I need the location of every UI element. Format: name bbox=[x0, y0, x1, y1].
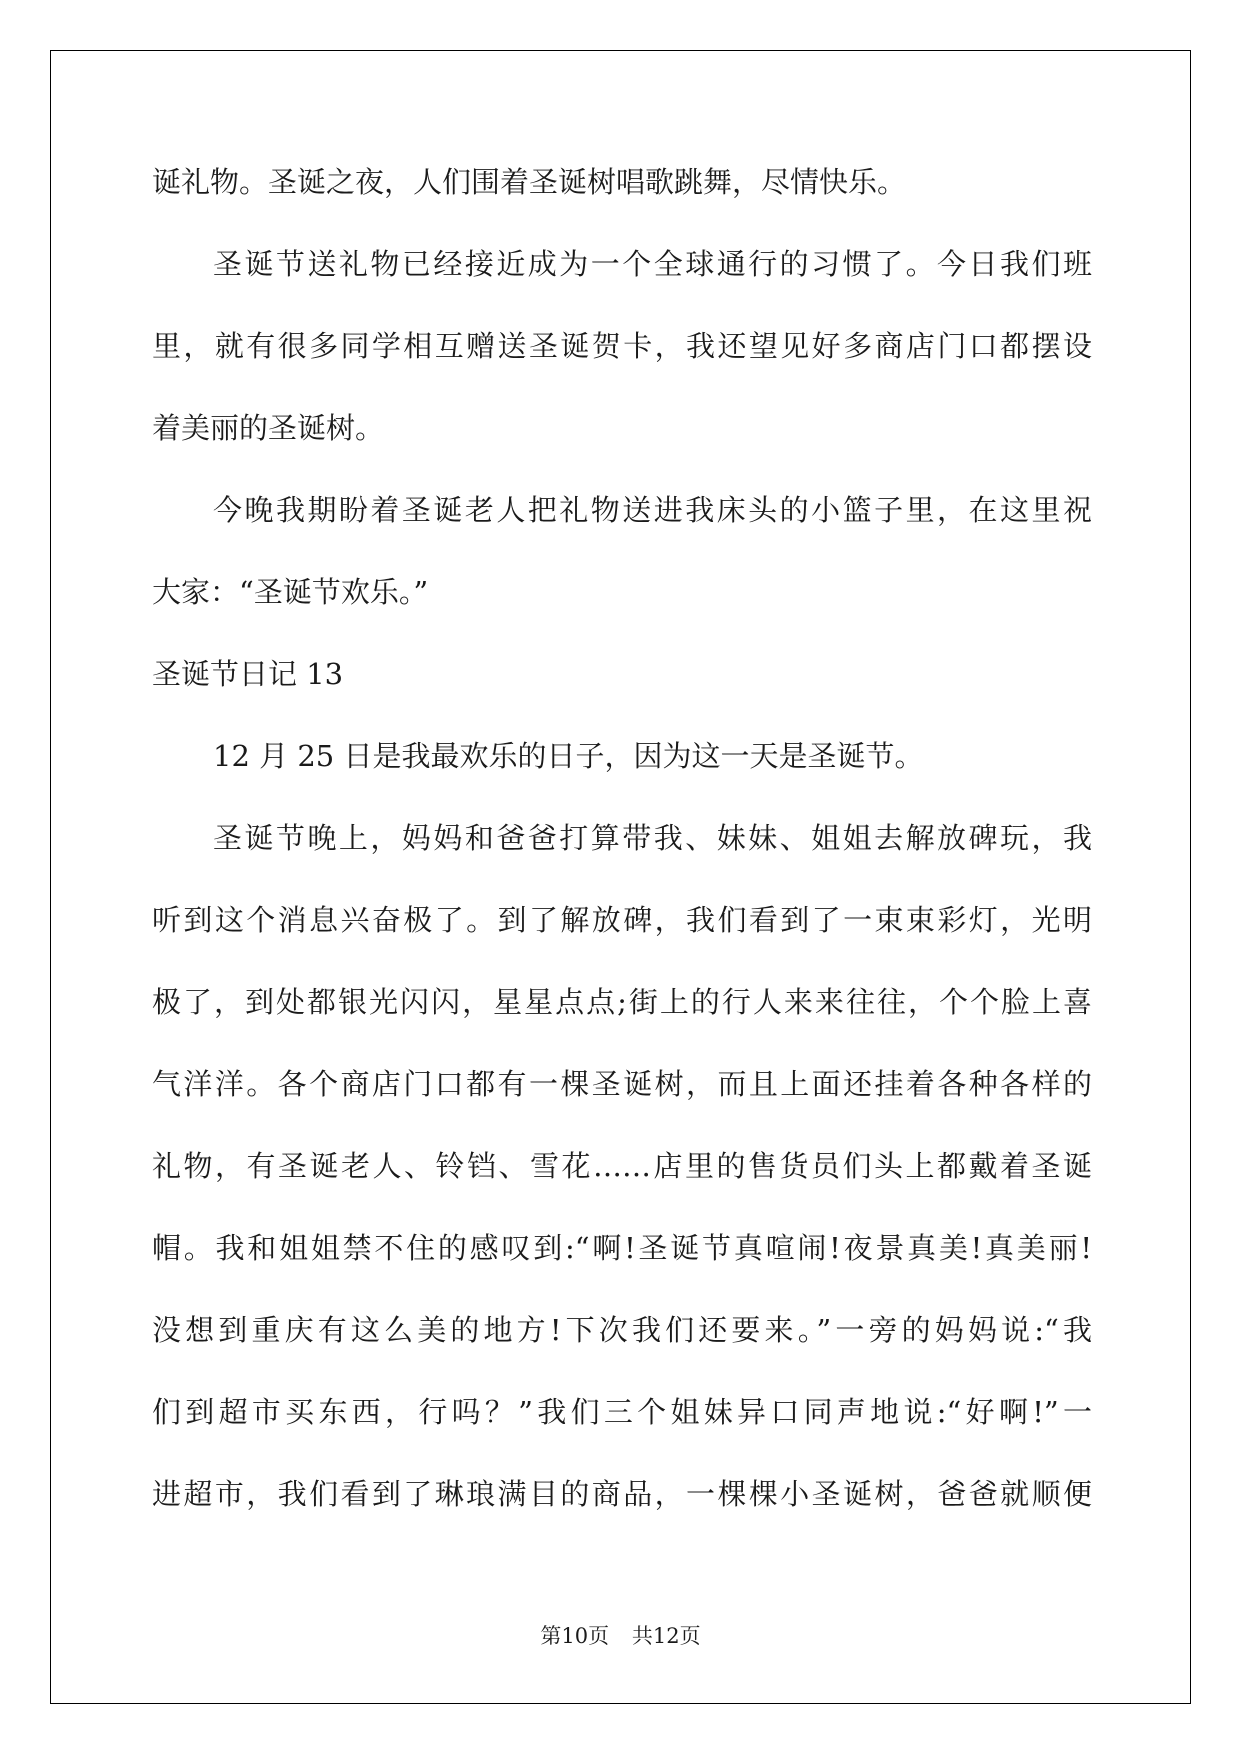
text-line: 帽。我和姐姐禁不住的感叹到:“啊!圣诞节真喧闹!夜景真美!真美丽! bbox=[152, 1231, 1092, 1265]
text-line: 圣诞节晚上，妈妈和爸爸打算带我、妹妹、姐姐去解放碑玩，我 bbox=[213, 821, 1092, 855]
text-line: 今晚我期盼着圣诞老人把礼物送进我床头的小篮子里，在这里祝 bbox=[213, 493, 1092, 527]
text-line: 进超市，我们看到了琳琅满目的商品，一棵棵小圣诞树，爸爸就顺便 bbox=[152, 1477, 1092, 1511]
section-heading: 圣诞节日记 13 bbox=[152, 657, 344, 691]
text-line: 大家：“圣诞节欢乐。” bbox=[152, 575, 429, 609]
page-number: 第10页 bbox=[540, 1624, 610, 1648]
text-line: 礼物，有圣诞老人、铃铛、雪花……店里的售货员们头上都戴着圣诞 bbox=[152, 1149, 1092, 1183]
text-line: 极了，到处都银光闪闪，星星点点;街上的行人来来往往，个个脸上喜 bbox=[152, 985, 1092, 1019]
text-line: 着美丽的圣诞树。 bbox=[152, 411, 385, 445]
text-line: 圣诞节送礼物已经接近成为一个全球通行的习惯了。今日我们班 bbox=[213, 247, 1092, 281]
text-line: 气洋洋。各个商店门口都有一棵圣诞树，而且上面还挂着各种各样的 bbox=[152, 1067, 1092, 1101]
text-line: 听到这个消息兴奋极了。到了解放碑，我们看到了一束束彩灯，光明 bbox=[152, 903, 1092, 937]
text-line: 12 月 25 日是我最欢乐的日子，因为这一天是圣诞节。 bbox=[213, 739, 924, 773]
total-pages: 共12页 bbox=[631, 1624, 701, 1648]
document-body bbox=[152, 165, 1092, 1562]
text-line: 里，就有很多同学相互赠送圣诞贺卡，我还望见好多商店门口都摆设 bbox=[152, 329, 1092, 363]
text-line: 诞礼物。圣诞之夜，人们围着圣诞树唱歌跳舞，尽情快乐。 bbox=[152, 165, 907, 199]
text-line: 没想到重庆有这么美的地方!下次我们还要来。”一旁的妈妈说:“我 bbox=[152, 1313, 1092, 1347]
text-line: 们到超市买东西，行吗？”我们三个姐妹异口同声地说:“好啊!”一 bbox=[152, 1395, 1092, 1429]
page-footer bbox=[0, 1620, 1241, 1650]
